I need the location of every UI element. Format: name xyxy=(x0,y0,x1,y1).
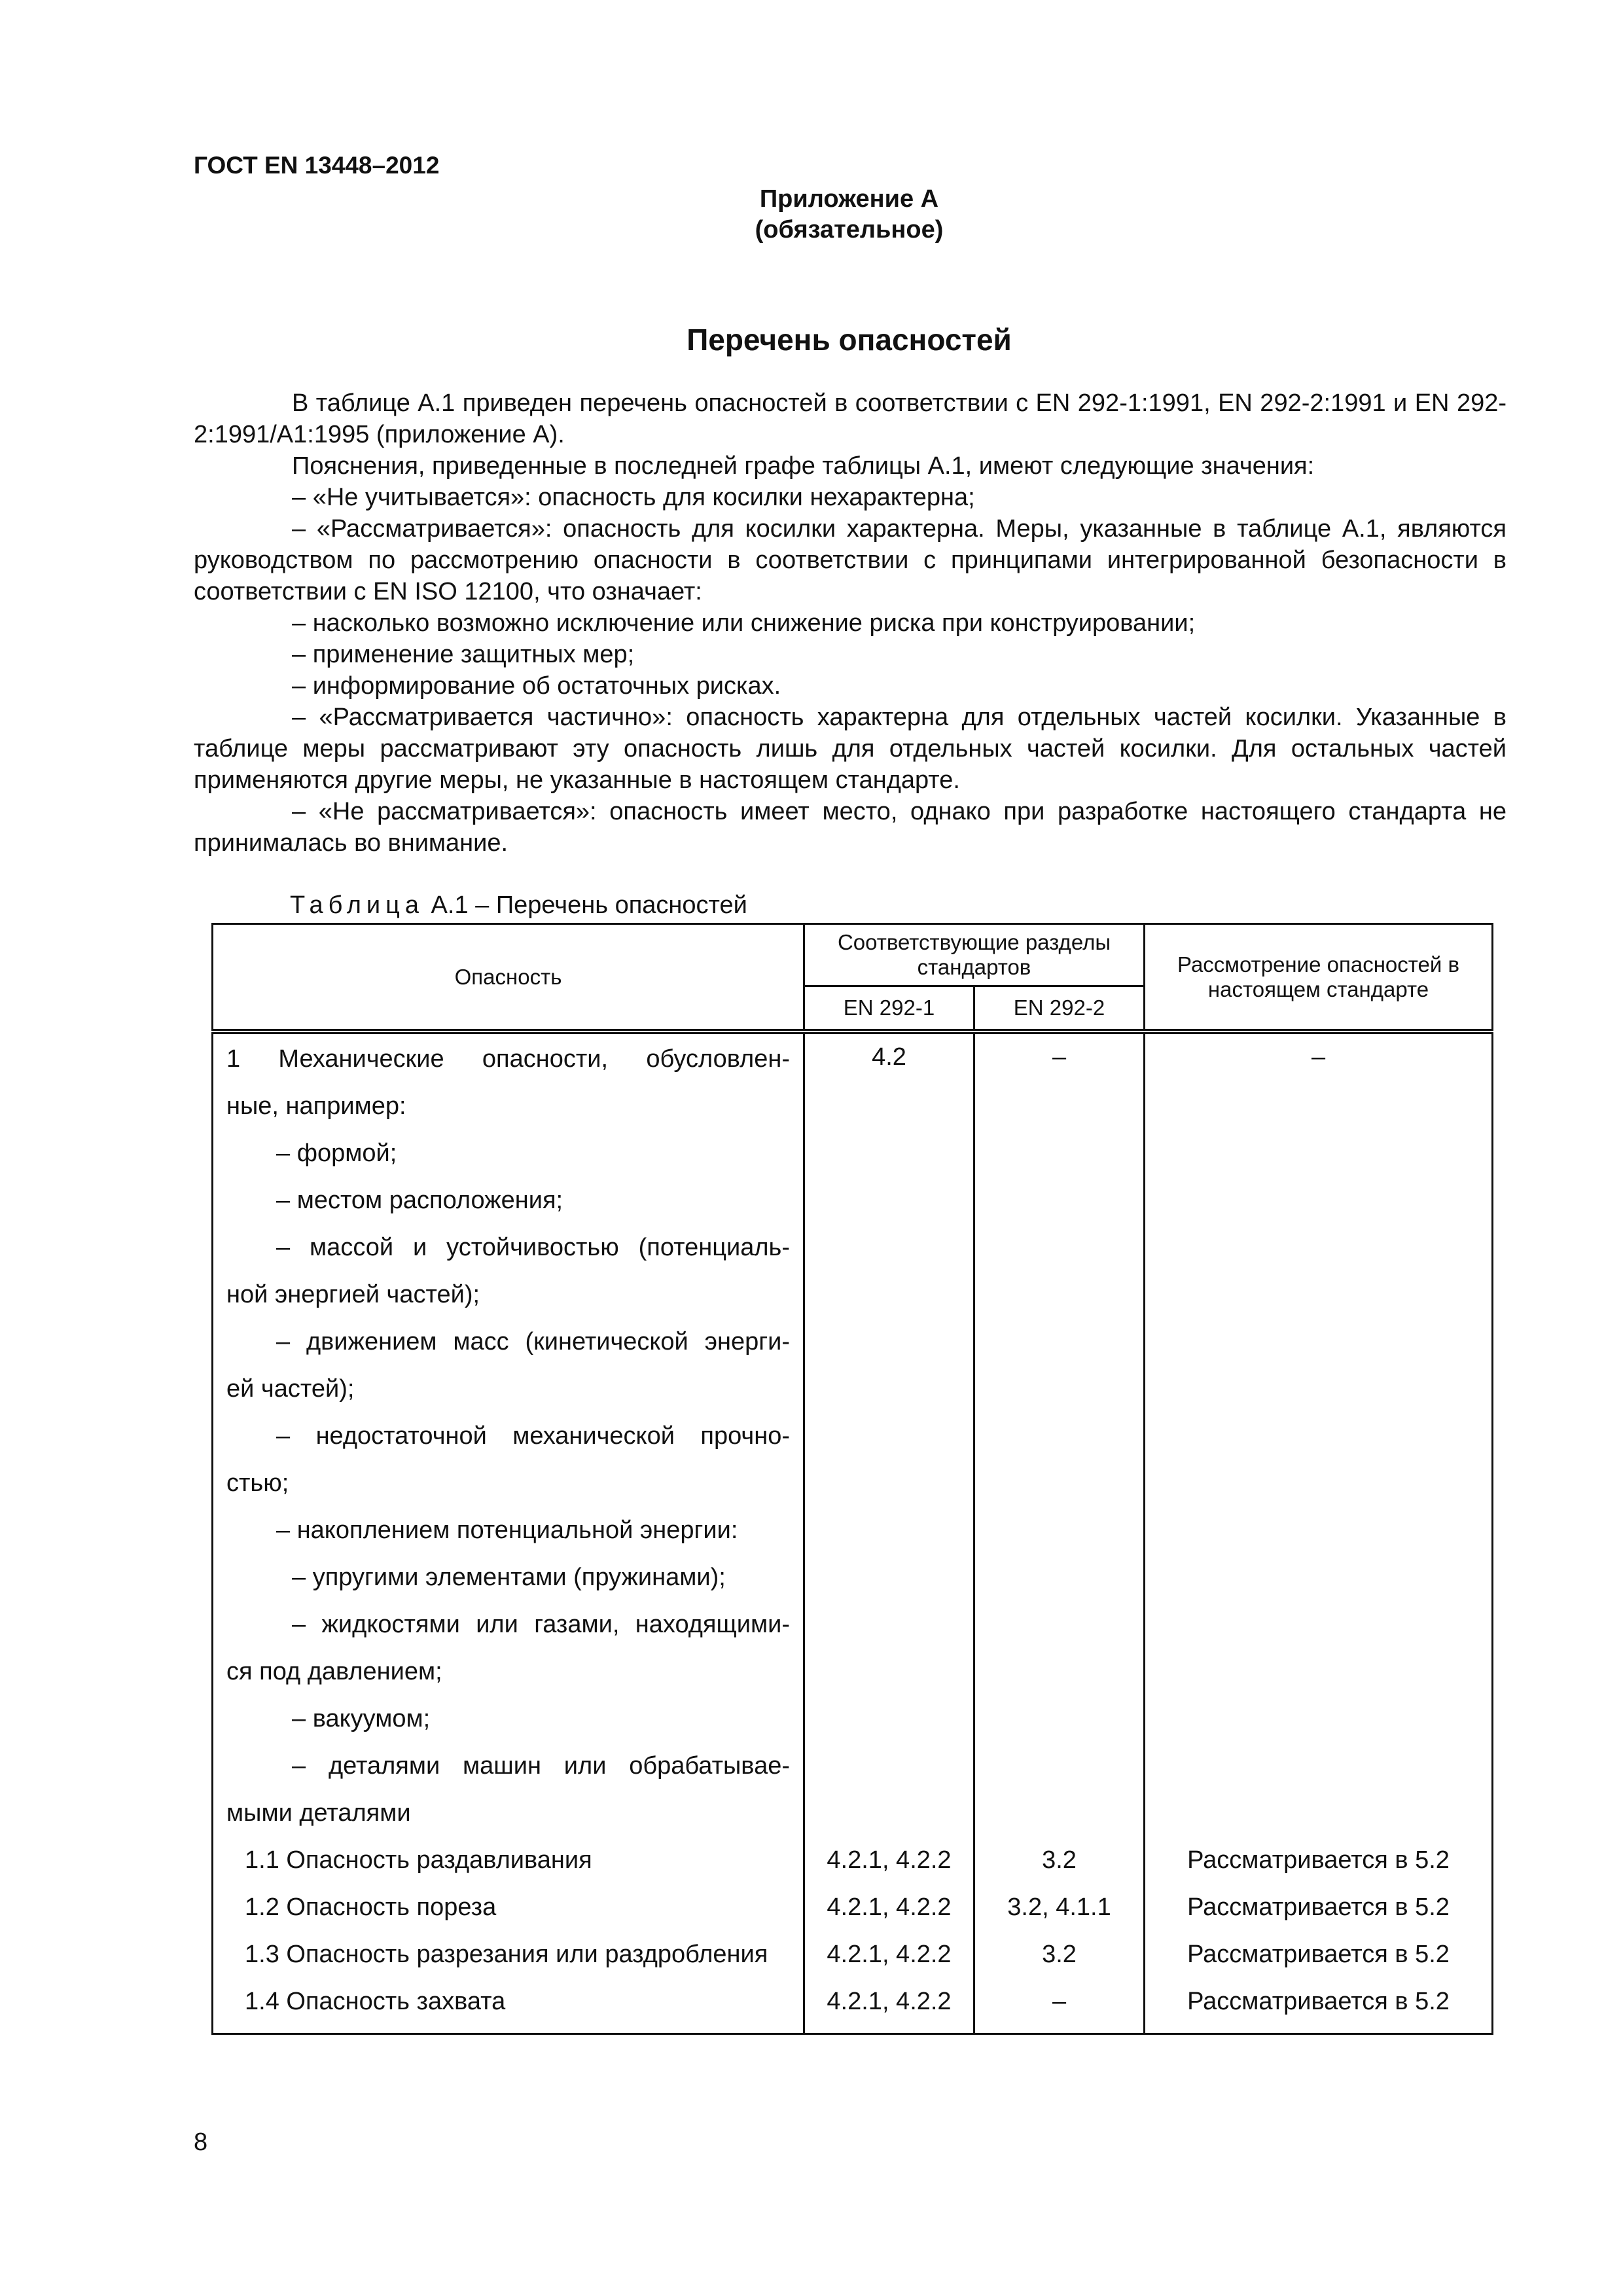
hazard-line: – формой; xyxy=(276,1139,397,1167)
consideration-cell: Рассматривается в 5.2 xyxy=(1145,1939,1493,1986)
intro-text xyxy=(194,387,1507,859)
hazard-cell: 1.2 Опасность пореза xyxy=(213,1892,804,1939)
hazard-line: – массой и устойчивостью (потенциаль- xyxy=(276,1234,790,1261)
hazard-line: мыми деталями xyxy=(226,1799,411,1827)
hazards-table xyxy=(211,923,1493,2035)
paragraph: – информирование об остаточных рисках. xyxy=(292,672,781,700)
hazard-line: – вакуумом; xyxy=(292,1705,431,1732)
table-caption-label: Таблица xyxy=(290,891,424,919)
paragraph: – «Рассматривается»: опасность для косилки характерна. Меры, указанные в таблице А.1, являются руководством по рассмотрению опасности в соответствии с принципами интегрированной безопасности в соответствии с EN ISO 12100, что означает: xyxy=(194,515,1507,605)
consideration-cell: Рассматривается в 5.2 xyxy=(1145,1986,1493,2034)
header-en-292-1: EN 292-1 xyxy=(804,986,974,1032)
header-hazard: Опасность xyxy=(213,924,804,1032)
header-consideration: Рассмотрение опасностей в настоящем стандарте xyxy=(1145,924,1493,1032)
en-292-1-cell: 4.2 xyxy=(804,1031,974,1844)
en-292-2-cell: 3.2 xyxy=(974,1939,1145,1986)
en-292-2-cell: 3.2, 4.1.1 xyxy=(974,1892,1145,1939)
hazard-line: ей частей); xyxy=(226,1375,355,1403)
standard-header: ГОСТ EN 13448–2012 xyxy=(194,152,440,179)
header-standards-group: Соответствующие разделы стандартов xyxy=(804,924,1145,986)
hazard-cell xyxy=(213,1031,804,1844)
table-row xyxy=(213,1844,1493,1892)
hazard-line: – упругими элементами (пружинами); xyxy=(292,1564,726,1591)
annex-title: Приложение А xyxy=(759,185,939,213)
table-caption xyxy=(290,891,747,920)
paragraph: Пояснения, приведенные в последней графе таблицы А.1, имеют следующие значения: xyxy=(292,452,1315,480)
hazard-cell: 1.1 Опасность раздавливания xyxy=(213,1844,804,1892)
paragraph: – насколько возможно исключение или снижение риска при конструировании; xyxy=(292,609,1196,637)
table-row xyxy=(213,1939,1493,1986)
hazard-line: стью; xyxy=(226,1469,289,1497)
table-row xyxy=(213,1892,1493,1939)
hazard-line: – жидкостями или газами, находящими- xyxy=(292,1611,790,1638)
hazard-line: – местом расположения; xyxy=(276,1187,563,1214)
header-en-292-2: EN 292-2 xyxy=(974,986,1145,1032)
hazard-line: ся под давлением; xyxy=(226,1658,442,1685)
section-title: Перечень опасностей xyxy=(687,323,1012,357)
table-caption-text: А.1 – Перечень опасностей xyxy=(424,891,747,919)
paragraph: – «Рассматривается частично»: опасность характерна для отдельных частей косилки. Указанные в таблице меры рассматривают эту опасность лишь для отдельных частей косилки. Для остальных частей применяются другие меры, не указанные в настоящем стандарте. xyxy=(194,704,1507,794)
en-292-1-cell: 4.2.1, 4.2.2 xyxy=(804,1939,974,1986)
hazard-line: – недостаточной механической прочно- xyxy=(276,1422,790,1450)
page-number: 8 xyxy=(194,2128,208,2156)
hazard-line: ной энергией частей); xyxy=(226,1281,480,1308)
table-row xyxy=(213,1986,1493,2034)
en-292-2-cell: 3.2 xyxy=(974,1844,1145,1892)
table-row xyxy=(213,1031,1493,1844)
paragraph: – «Не учитывается»: опасность для косилки нехарактерна; xyxy=(292,484,975,511)
paragraph: – применение защитных мер; xyxy=(292,641,635,668)
hazard-line: – накоплением потенциальной энергии: xyxy=(276,1516,738,1544)
hazard-cell: 1.3 Опасность разрезания или раздробления xyxy=(213,1939,804,1986)
en-292-1-cell: 4.2.1, 4.2.2 xyxy=(804,1844,974,1892)
annex-status: (обязательное) xyxy=(755,216,944,243)
en-292-1-cell: 4.2.1, 4.2.2 xyxy=(804,1892,974,1939)
consideration-cell: Рассматривается в 5.2 xyxy=(1145,1892,1493,1939)
consideration-cell: – xyxy=(1145,1031,1493,1844)
hazard-line: – деталями машин или обрабатывае- xyxy=(292,1752,790,1780)
paragraph: – «Не рассматривается»: опасность имеет место, однако при разработке настоящего стандарта не принималась во внимание. xyxy=(194,798,1507,857)
consideration-cell: Рассматривается в 5.2 xyxy=(1145,1844,1493,1892)
en-292-1-cell: 4.2.1, 4.2.2 xyxy=(804,1986,974,2034)
paragraph: В таблице А.1 приведен перечень опасностей в соответствии с EN 292-1:1991, EN 292-2:1991 и EN 292-2:1991/A1:1995 (приложение А). xyxy=(194,389,1507,448)
hazard-line: – движением масс (кинетической энерги- xyxy=(276,1328,790,1355)
hazard-cell: 1.4 Опасность захвата xyxy=(213,1986,804,2034)
hazard-line: 1 Механические опасности, обусловлен- xyxy=(226,1045,790,1073)
en-292-2-cell: – xyxy=(974,1986,1145,2034)
hazard-line: ные, например: xyxy=(226,1092,406,1120)
en-292-2-cell: – xyxy=(974,1031,1145,1844)
